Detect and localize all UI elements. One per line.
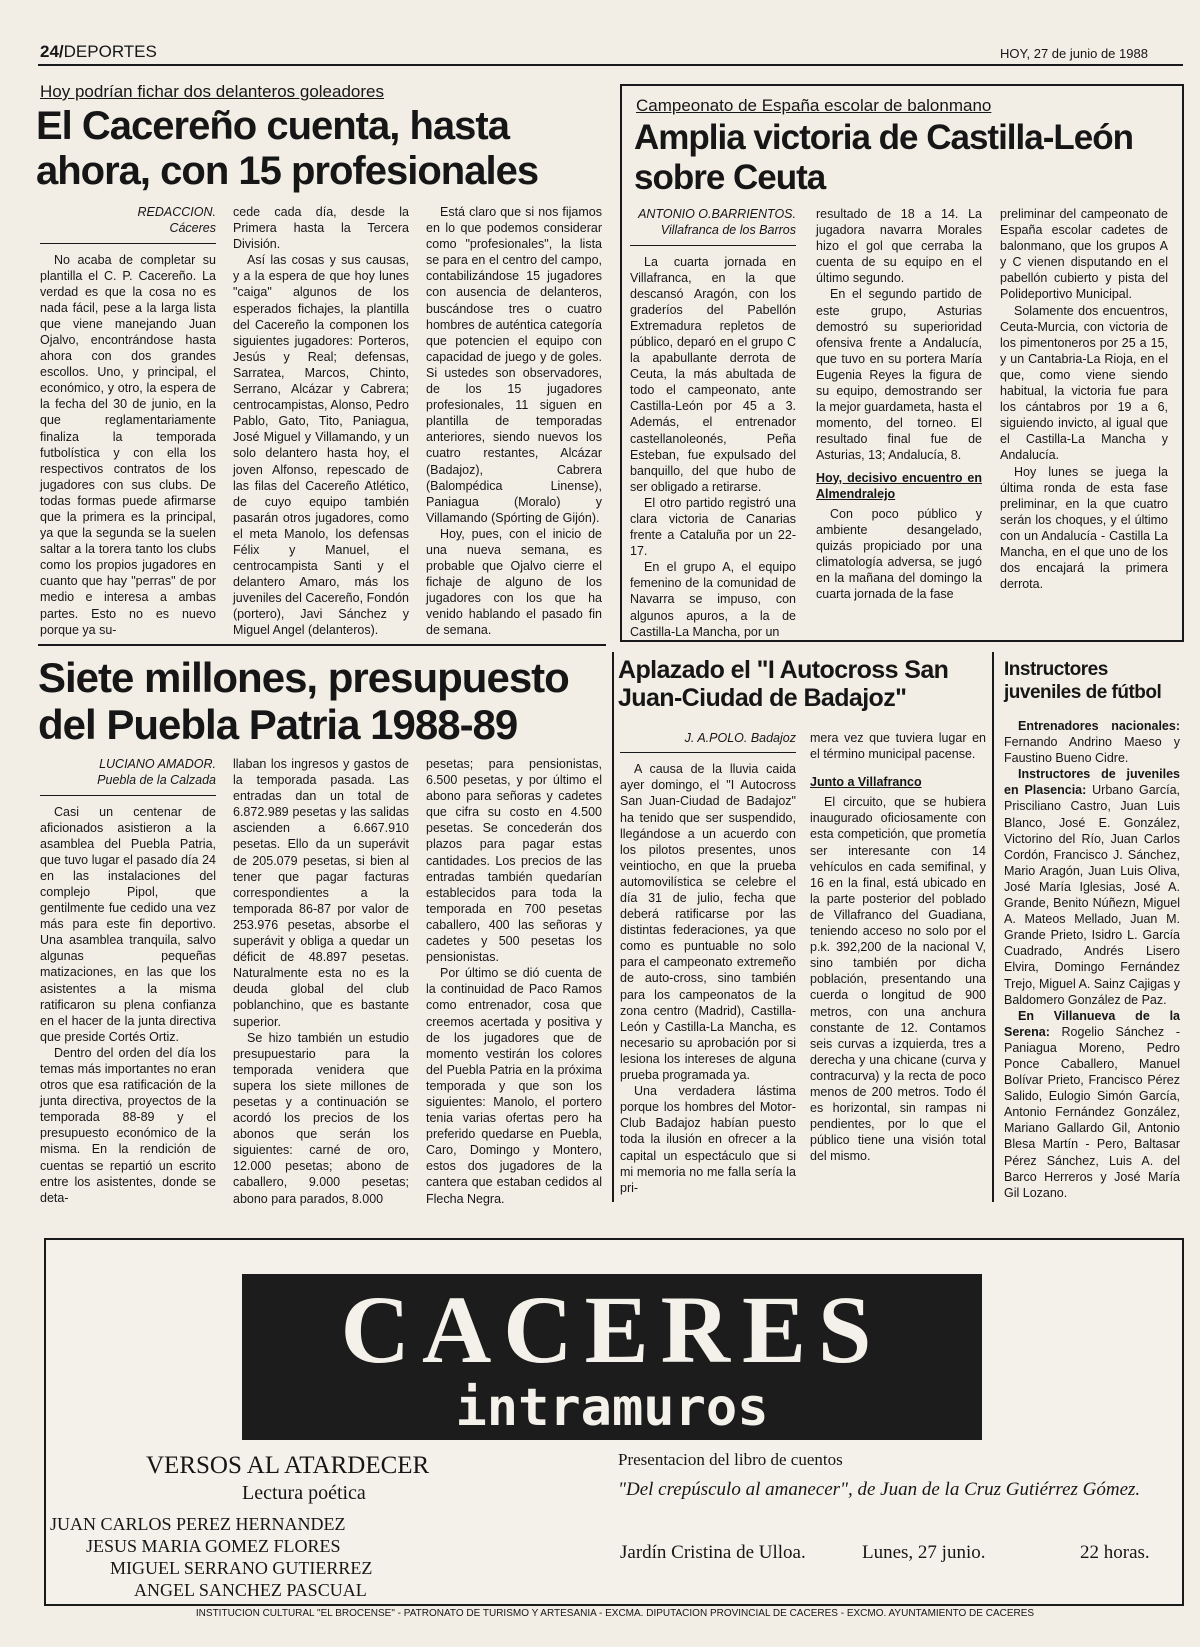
byline-place: Cáceres [169, 221, 216, 236]
page-number: 24/ [40, 42, 64, 61]
paragraph: El circuito, que se hubiera inaugurado oficiosamente con esta competición, que prometía ser interesante con 14 vehículos en cada semifinal, y 16 en la final, está ubicado en la parte posterior del poblado de Villafranco del Guadiana, teniendo acceso no solo por el p.k. 392,200 de la nacional V, sino también por dicha población, presentando una cuerda o longitud de 900 metros, con una anchura constante de 12. Contamos seis curvas a izquierda, tres a derecha y una chicane (curva y contracurva) y la recta de poco menos de 200 metros. Todo él es horizontal, sin rampas ni pendientes, por lo que el público tiene una visión total del mismo. [810, 795, 986, 1164]
paragraph: Dentro del orden del día los temas más importantes no eran otros que esa ratificación de la junta directiva, proyectos de la temporada 88-89 y el presupuesto económico de la misma. En la rendición de cuentas se repartió un escrito entre los asistentes, donde se deta- [40, 1045, 216, 1205]
article1-kicker: Hoy podrían fichar dos delanteros goleadores [40, 82, 384, 101]
poet: ANGEL SANCHEZ PASCUAL [134, 1580, 367, 1600]
paragraph: Casi un centenar de aficionados asistieron a la asamblea del Puebla Patria, que tuvo lugar el pasado día 24 en las instalaciones del complejo Pipol, que gentilmente fue cedido una vez más para este fin deportivo. Una asamblea tranquila, salvo algunas pequeñas matizaciones, en las que los asistentes a la misma ratificaron su plena confianza en el hacer de la junta directiva que preside Cortés Ortiz. [40, 804, 216, 1044]
label: En Villanueva de la Serena: [1004, 1008, 1180, 1039]
byline-rule [620, 752, 796, 753]
article2-col3 [1000, 206, 1168, 592]
byline-rule [40, 243, 216, 244]
byline-rule [40, 795, 216, 796]
label: Entrenadores nacionales: [1018, 719, 1180, 733]
article5-body [1004, 718, 1180, 1201]
article4-subhead: Junto a Villafranco [810, 775, 922, 790]
text: Urbano García, Prisciliano Castro, Juan Luis Blanco, José E. González, Victorino del Río, Juan Carlos Cordón, Francisco J. Sánchez, Mario Aragón, Juan Luis Oliva, José María Iglesias, José A. Grande, Benito Núñezn, Miguel A. Mateos Mellado, Juan M. Grande Prieto, Isidro L. García Cuadrado, Andrés Lisero Elvira, Domingo Fernández Trejo, Miguel A. Sainz Cajigas y Baldomero González de Paz. [1004, 783, 1181, 1007]
paragraph: resultado de 18 a 14. La jugadora navarra Morales hizo el gol que cerraba la cuenta de su equipo en el último segundo. [816, 207, 982, 286]
article2-subhead: Hoy, decisivo encuentro en Almendralejo [816, 470, 982, 501]
paragraph: Hoy, pues, con el inicio de una nueva semana, es probable que Ojalvo cierre el fichaje de alguno de los jugadores con los que ha venido hablando el pasado fin de semana. [426, 526, 602, 638]
article5-headline: Instructores juveniles de fútbol [1004, 659, 1162, 704]
article4-col2 [810, 730, 986, 1164]
article1-headline: El Cacereño cuenta, hasta ahora, con 15 profesionales [36, 104, 539, 194]
poet: JESUS MARIA GOMEZ FLORES [86, 1536, 341, 1556]
paragraph: pesetas; para pensionistas, 6.500 pesetas, y por último el abono para señoras y cadetes que cifra su costo en 4.500 pesetas. Se concederán dos plazos para pagar estas cantidades. Los precios de las entradas también quedarían establecidos para toda la temporada en 700 pesetas caballero, 400 las señoras y cadetes y 500 pesetas los pensionistas. [426, 757, 602, 965]
logo-word-intramuros: intramuros [455, 1378, 769, 1438]
label: Instructores de juveniles en Plasencia: [1004, 767, 1180, 798]
event2-title: Presentacion del libro de cuentos [618, 1450, 843, 1469]
article4-headline: Aplazado el "I Autocross San Juan-Ciudad de Badajoz" [618, 656, 949, 713]
article2-headline: Amplia victoria de Castilla-León sobre Ceuta [634, 118, 1133, 197]
event-place: Jardín Cristina de Ulloa. [620, 1542, 806, 1563]
column-rule [612, 652, 614, 1202]
byline-place: Villafranca de los Barros [660, 223, 796, 238]
logo-word-caceres: CACERES [340, 1276, 884, 1383]
byline-author: ANTONIO O.BARRIENTOS. [638, 207, 796, 221]
paragraph: Una verdadera lástima porque los hombres del Motor-Club Badajoz habían puesto toda la ilusión en ofrecer a la capital un espectáculo que si mi memoria no me falla sería la pri- [620, 1084, 796, 1195]
ad-logo [242, 1274, 982, 1440]
ad-footer-sponsors: INSTITUCION CULTURAL "EL BROCENSE" - PATRONATO DE TURISMO Y ARTESANIA - EXCMA. DIPUTACION PROVINCIAL DE CACERES - EXCMO. AYUNTAMIENTO DE CACERES [195, 1608, 1035, 1619]
event-day: Lunes, 27 junio. [862, 1542, 986, 1563]
paragraph [1004, 718, 1180, 766]
issue-date: HOY, 27 de junio de 1988 [1000, 46, 1148, 61]
paragraph: llaban los ingresos y gastos de la temporada pasada. Las entradas dan un total de 6.872.989 pesetas y las salidas ascienden a 6.667.910 pesetas. Ello da un superávit de 205.079 pesetas, si bien al tener que pagar facturas correspondientes a la temporada 86-87 por valor de 253.976 pesetas, absorbe el superávit y obliga a quedar un déficit de 48.897 pesetas. Naturalmente esta no es la deuda global del club poblanchino, que es bastante superior. [233, 757, 409, 1029]
paragraph: En el grupo A, el equipo femenino de la comunidad de Navarra se impuso, con algunos apuros, a la de Castilla-La Mancha, por un [630, 560, 796, 639]
paragraph: El otro partido registró una clara victoria de Canarias frente a Cataluña por un 22-17. [630, 495, 796, 559]
article1-byline [40, 204, 216, 237]
article2-kicker: Campeonato de España escolar de balonmano [636, 96, 992, 115]
byline-rule [630, 245, 796, 246]
poet: JUAN CARLOS PEREZ HERNANDEZ [50, 1514, 346, 1534]
section-rule [38, 644, 606, 646]
paragraph: Está claro que si nos fijamos en lo que podemos considerar como "profesionales", la lista se para en el centro del campo, contabilizándose 15 jugadores con ausencia de delanteros, buscándose tres o cuatro hombres de auténtica categoría que potencien el equipo con capacidad de juego y de goles. Si ustedes son observadores, de los 15 jugadores profesionales, 11 siguen en plantilla de temporadas anteriores, siendo nuevos los cuatro restantes, Alcázar (Badajoz), Cabrera (Balompédica Linense), Paniagua (Moralo) y Villamando (Spórting de Gijón). [426, 205, 602, 525]
paragraph: preliminar del campeonato de España escolar cadetes de balonmano, que los grupos A y C vienen disputando en el pabellón cubierto y pista del Polideportivo Municipal. [1000, 207, 1168, 302]
paragraph: Se hizo también un estudio presupuestario para la temporada venidera que supera los siete millones de pesetas y a continuación se acordó los precios de los abonos que serán los siguientes: carné de oro, 12.000 pesetas; abono de caballero, 9.000 pesetas; abono para parados, 8.000 [233, 1030, 409, 1206]
header-rule [38, 64, 1183, 66]
paragraph: A causa de la lluvia caida ayer domingo, el "I Autocross San Juan-Ciudad de Badajoz" ha tenido que ser suspendido, llegándose a un acuerdo con los pilotos presentes, unos veintiocho, en que la prueba automovilística se celebre el día 31 de julio, fecha que deberá ratificarse por las distintas federaciones, ya que como es puntuable no solo para el campeonato extremeño de auto-cross, sino también para los campeonatos de la zona centro (Madrid), Castilla-León y Castilla-La Mancha, es necesario su aprobación por si lesiona los intereses de alguna prueba programada ya. [620, 762, 796, 1083]
text: Fernando Andrino Maeso y Faustino Bueno Cidre. [1004, 735, 1180, 766]
article3-col2 [233, 756, 409, 1207]
article3-byline [40, 756, 216, 789]
paragraph: mera vez que tuviera lugar en el término municipal pacense. [810, 731, 986, 762]
article3-col3 [426, 756, 602, 1207]
article1-col2 [233, 204, 409, 639]
paragraph: Hoy lunes se juega la última ronda de esta fase preliminar, en la que cuatro serán los choques, y el último con un Andalucía - Castilla La Mancha, en el que uno de los dos encajará la primera derrota. [1000, 464, 1168, 592]
article1-col3 [426, 204, 602, 639]
paragraph: La cuarta jornada en Villafranca, en la que descansó Aragón, con los graderíos del Pabellón Extremadura repletos de público, deparó en el grupo C la apabullante derrota de Ceuta, la más abultada de todo el campeonato, ante Castilla-León por 45 a 3. Además, el entrenador castellanoleonés, Peña Esteban, fue expulsado del banquillo, del que hubo de ser obligado a retirarse. [630, 254, 796, 494]
paragraph [1004, 766, 1180, 1007]
poet: MIGUEL SERRANO GUTIERREZ [110, 1558, 373, 1578]
column-rule [992, 652, 994, 1202]
paragraph: Por último se dió cuenta de la continuidad de Paco Ramos como entrenador, cosa que creemos acertada y positiva y de los jugadores que de momento vestirán los colores del Puebla Patria en la próxima temporada y que son los siguientes: Manolo, el portero tenia varias ofertas pero ha preferido quedarse en Puebla, Caro, Domingo y Montero, estos dos jugadores de la cantera que estaban cedidos al Flecha Negra. [426, 966, 602, 1206]
byline-author: REDACCION. [137, 205, 216, 219]
paragraph: Con poco público y ambiente desangelado, quizás propiciado por una climatología adversa, se jugó en la mañana del domingo la cuarta jornada de la fase [816, 506, 982, 602]
paragraph: Así las cosas y sus causas, y a la espera de que hoy lunes "caiga" algunos de los esperados fichajes, la plantilla del Cacereño la componen los siguientes jugadores: Porteros, Jesús y Real; defensas, Sarratea, Marcos, Chinto, Serrano, Alcázar y Cabrera; centrocampistas, Alonso, Pedro Pablo, Gato, Tito, Paniagua, José Miguel y Villamando, y un solo delantero hasta hoy, el joven Alfonso, repescado de las filas del Cacereño Atlético, de cuyo equipo también pasarán otros jugadores, como el meta Manolo, los defensas Félix y Manuel, el centrocampista Santi y el delantero Amaro, más los juveniles del Cacereño, Fondón (portero), Javi Sánchez y Miguel Angel (delanteros). [233, 253, 409, 638]
section-name: DEPORTES [63, 42, 157, 61]
article4-col1 [620, 730, 796, 1196]
article2-col2 [816, 206, 982, 602]
event1-subtitle: Lectura poética [242, 1482, 366, 1504]
article4-byline: J. A.POLO. Badajoz [684, 731, 796, 745]
article1-col1 [40, 204, 216, 638]
byline-place: Puebla de la Calzada [97, 773, 216, 788]
event-time: 22 horas. [1080, 1542, 1150, 1563]
advertisement [44, 1238, 1184, 1606]
article2-byline [630, 206, 796, 239]
paragraph [1004, 1008, 1180, 1201]
article3-col1 [40, 756, 216, 1206]
paragraph: Solamente dos encuentros, Ceuta-Murcia, con victoria de los pimentoneros por 25 a 15, y un Cantabria-La Rioja, en el que, como viene siendo habitual, la victoria fue para los cántabros por 19 a 6, siguiendo invicto, al igual que el Castilla-La Mancha y Andalucía. [1000, 303, 1168, 463]
event2-book: "Del crepúsculo al amanecer", de Juan de la Cruz Gutiérrez Gómez. [618, 1479, 1141, 1500]
article2-col1 [630, 206, 796, 640]
page-number-section [40, 42, 157, 62]
article3-headline: Siete millones, presupuesto del Puebla Patria 1988-89 [38, 654, 569, 749]
paragraph: cede cada día, desde la Primera hasta la Tercera División. [233, 205, 409, 252]
paragraph: No acaba de completar su plantilla el C. P. Cacereño. La verdad es que la cosa no es nada fácil, pese a la larga lista que viene manejando Juan Ojalvo, encontrándose hasta ahora con dos grandes escollos. Uno, y principal, el económico, y otro, la espera de la fecha del 30 de junio, en la que reglamentariamente finaliza la temporada futbolística y con ella los respectivos contratos de los jugadores con sus clubs. De todas formas puede afirmarse que la primera es la principal, ya que la segunda se la suelen saltar a la torera tanto los clubs como los propios jugadores en cuanto que hay "perras" de por medio e interesa a ambas partes. Esto no es nuevo porque ya su- [40, 252, 216, 637]
event1-title: VERSOS AL ATARDECER [146, 1452, 430, 1479]
byline-author: LUCIANO AMADOR. [99, 757, 216, 771]
text: Rogelio Sánchez - Paniagua Moreno, Pedro Ponce Caballero, Manuel Bolívar Prieto, Francisco Pérez Salido, Eulogio Simón García, Antonio Fernández González, Mariano Gallardo Gil, Antonio Blesa Martín - Pero, Baltasar Pérez Sánchez, Luis A. del Barco Herreros y José María Gil Lozano. [1004, 1024, 1180, 1200]
paragraph: En el segundo partido de este grupo, Asturias demostró su superioridad ofensiva frente a Andalucía, que tuvo en su portera María Eugenia Reyes la figura de su equipo, demostrando ser la mejor guardameta, hasta el momento, del torneo. El resultado final fue de Asturias, 13; Andalucía, 8. [816, 287, 982, 463]
